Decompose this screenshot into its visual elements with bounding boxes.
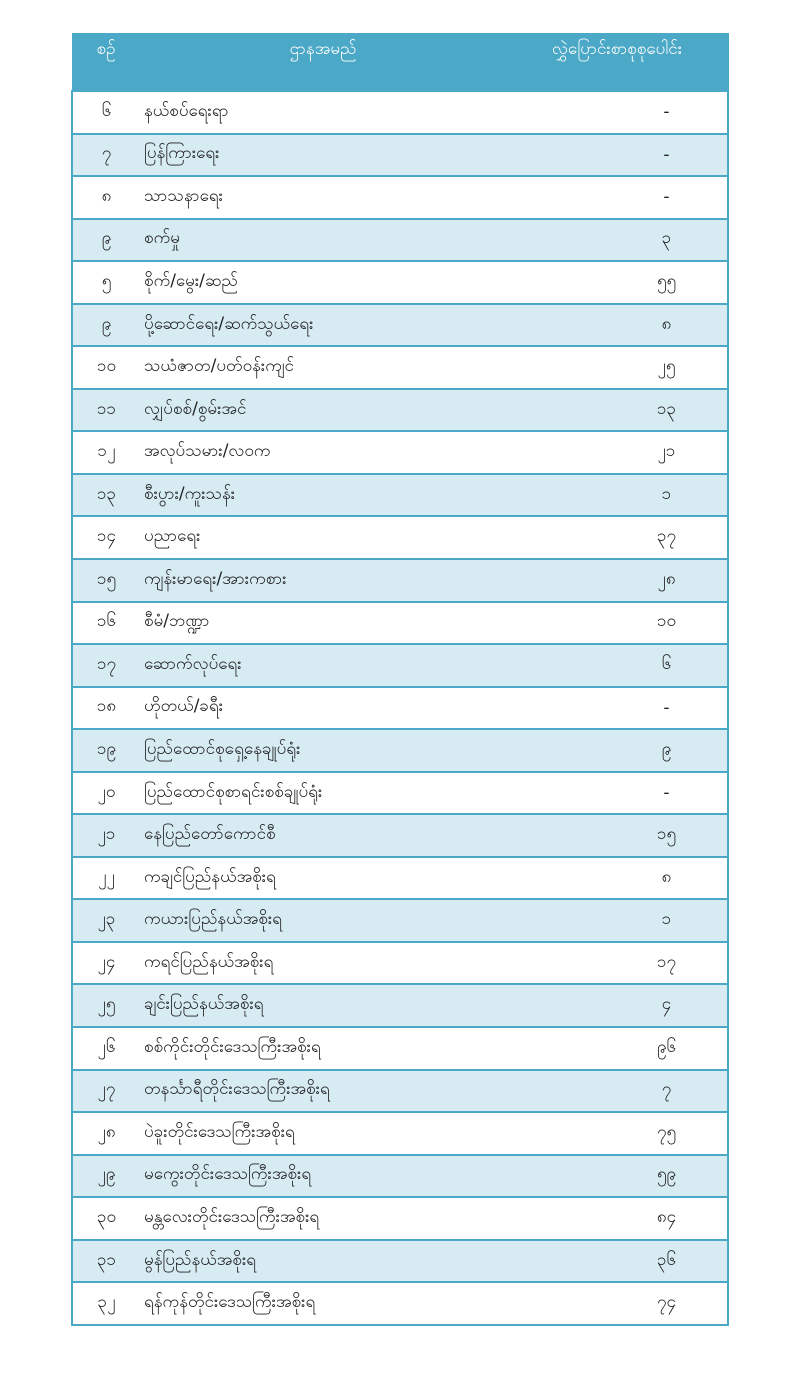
row-letter-count: - bbox=[506, 176, 728, 219]
row-department-name: နေပြည်တော်ကောင်စီ bbox=[140, 814, 506, 857]
row-letter-count: ၇ bbox=[506, 1070, 728, 1113]
table-row bbox=[72, 814, 728, 857]
table-row bbox=[72, 474, 728, 517]
row-serial-number: ၁၈ bbox=[72, 687, 140, 730]
row-department-name: စစ်ကိုင်းတိုင်းဒေသကြီးအစိုးရ bbox=[140, 1027, 506, 1070]
row-letter-count: ၉ bbox=[506, 729, 728, 772]
table-row bbox=[72, 219, 728, 262]
row-department-name: စီမံ/ဘဏ္ဍာ bbox=[140, 602, 506, 645]
row-serial-number: ၁၀ bbox=[72, 346, 140, 389]
table-row bbox=[72, 729, 728, 772]
row-department-name: ကရင်ပြည်နယ်အစိုးရ bbox=[140, 942, 506, 985]
table-row bbox=[72, 346, 728, 389]
row-department-name: လျှပ်စစ်/စွမ်းအင် bbox=[140, 389, 506, 432]
row-letter-count: ၉၆ bbox=[506, 1027, 728, 1070]
table-row bbox=[72, 304, 728, 347]
row-department-name: မကွေးတိုင်းဒေသကြီးအစိုးရ bbox=[140, 1155, 506, 1198]
row-serial-number: ၂၃ bbox=[72, 899, 140, 942]
row-letter-count: ၈၄ bbox=[506, 1197, 728, 1240]
row-serial-number: ၇ bbox=[72, 134, 140, 177]
row-serial-number: ၂၂ bbox=[72, 857, 140, 900]
table-row bbox=[72, 984, 728, 1027]
row-letter-count: ၁၇ bbox=[506, 942, 728, 985]
row-department-name: နယ်စပ်ရေးရာ bbox=[140, 91, 506, 134]
row-serial-number: ၂၇ bbox=[72, 1070, 140, 1113]
row-serial-number: ၂၈ bbox=[72, 1112, 140, 1155]
row-letter-count: - bbox=[506, 772, 728, 815]
row-department-name: ချင်းပြည်နယ်အစိုးရ bbox=[140, 984, 506, 1027]
row-department-name: ပြည်ထောင်စုရှေ့နေချုပ်ရုံး bbox=[140, 729, 506, 772]
row-letter-count: - bbox=[506, 91, 728, 134]
row-department-name: ပြန်ကြားရေး bbox=[140, 134, 506, 177]
department-table-container bbox=[71, 33, 727, 1326]
table-row bbox=[72, 1282, 728, 1325]
row-department-name: ပြည်ထောင်စုစာရင်းစစ်ချုပ်ရုံး bbox=[140, 772, 506, 815]
table-row bbox=[72, 559, 728, 602]
row-letter-count: ၇၅ bbox=[506, 1112, 728, 1155]
table-row bbox=[72, 687, 728, 730]
row-serial-number: ၅ bbox=[72, 261, 140, 304]
table-row bbox=[72, 431, 728, 474]
table-row bbox=[72, 1070, 728, 1113]
row-serial-number: ၂၄ bbox=[72, 942, 140, 985]
row-department-name: ဆောက်လုပ်ရေး bbox=[140, 644, 506, 687]
table-row bbox=[72, 602, 728, 645]
row-letter-count: ၈ bbox=[506, 857, 728, 900]
row-serial-number: ၁၃ bbox=[72, 474, 140, 517]
table-row bbox=[72, 644, 728, 687]
table-row bbox=[72, 942, 728, 985]
row-serial-number: ၈ bbox=[72, 176, 140, 219]
row-letter-count: ၆ bbox=[506, 644, 728, 687]
row-serial-number: ၂၅ bbox=[72, 984, 140, 1027]
row-department-name: မန္တလေးတိုင်းဒေသကြီးအစိုးရ bbox=[140, 1197, 506, 1240]
row-serial-number: ၂၀ bbox=[72, 772, 140, 815]
table-row bbox=[72, 899, 728, 942]
row-letter-count: ၃ bbox=[506, 219, 728, 262]
row-letter-count: - bbox=[506, 687, 728, 730]
table-row bbox=[72, 134, 728, 177]
row-department-name: စက်မှု bbox=[140, 219, 506, 262]
row-department-name: ပဲခူးတိုင်းဒေသကြီးအစိုးရ bbox=[140, 1112, 506, 1155]
row-letter-count: ၁ bbox=[506, 899, 728, 942]
row-serial-number: ၁၅ bbox=[72, 559, 140, 602]
row-serial-number: ၁၆ bbox=[72, 602, 140, 645]
row-serial-number: ၉ bbox=[72, 219, 140, 262]
header-department-name: ဌာနအမည် bbox=[140, 34, 506, 92]
row-serial-number: ၁၂ bbox=[72, 431, 140, 474]
table-row bbox=[72, 516, 728, 559]
row-letter-count: ၁၃ bbox=[506, 389, 728, 432]
row-serial-number: ၁၇ bbox=[72, 644, 140, 687]
table-header bbox=[72, 34, 728, 92]
table-row bbox=[72, 1155, 728, 1198]
header-serial-number: စဉ် bbox=[72, 34, 140, 92]
row-letter-count: ၂၈ bbox=[506, 559, 728, 602]
row-letter-count: ၁၅ bbox=[506, 814, 728, 857]
table-row bbox=[72, 261, 728, 304]
table-row bbox=[72, 176, 728, 219]
row-letter-count: ၅၅ bbox=[506, 261, 728, 304]
row-serial-number: ၃၂ bbox=[72, 1282, 140, 1325]
table-row bbox=[72, 1027, 728, 1070]
row-department-name: ကချင်ပြည်နယ်အစိုးရ bbox=[140, 857, 506, 900]
row-serial-number: ၁၉ bbox=[72, 729, 140, 772]
row-letter-count: ၃၇ bbox=[506, 516, 728, 559]
row-department-name: ကျန်းမာရေး/အားကစား bbox=[140, 559, 506, 602]
row-department-name: စီးပွား/ကူးသန်း bbox=[140, 474, 506, 517]
row-department-name: ပညာရေး bbox=[140, 516, 506, 559]
row-department-name: သာသနာရေး bbox=[140, 176, 506, 219]
row-serial-number: ၁၁ bbox=[72, 389, 140, 432]
table-row bbox=[72, 91, 728, 134]
row-letter-count: ၁ bbox=[506, 474, 728, 517]
row-letter-count: ၃၆ bbox=[506, 1240, 728, 1283]
row-department-name: တနင်္သာရီတိုင်းဒေသကြီးအစိုးရ bbox=[140, 1070, 506, 1113]
table-row bbox=[72, 389, 728, 432]
table-row bbox=[72, 772, 728, 815]
table-row bbox=[72, 1240, 728, 1283]
row-letter-count: ၇၄ bbox=[506, 1282, 728, 1325]
header-total-letters: လွှဲပြောင်းစာစုစုပေါင်း bbox=[506, 34, 728, 92]
row-serial-number: ၂၁ bbox=[72, 814, 140, 857]
row-letter-count: ၂၅ bbox=[506, 346, 728, 389]
row-department-name: ရန်ကုန်တိုင်းဒေသကြီးအစိုးရ bbox=[140, 1282, 506, 1325]
table-row bbox=[72, 857, 728, 900]
row-letter-count: ၂၁ bbox=[506, 431, 728, 474]
row-serial-number: ၁၄ bbox=[72, 516, 140, 559]
table-row bbox=[72, 1197, 728, 1240]
row-department-name: ပို့ဆောင်ရေး/ဆက်သွယ်ရေး bbox=[140, 304, 506, 347]
row-serial-number: ၂၆ bbox=[72, 1027, 140, 1070]
row-serial-number: ၂၉ bbox=[72, 1155, 140, 1198]
row-department-name: ဟိုတယ်/ခရီး bbox=[140, 687, 506, 730]
row-letter-count: ၅၉ bbox=[506, 1155, 728, 1198]
row-department-name: စိုက်/မွေး/ဆည် bbox=[140, 261, 506, 304]
row-letter-count: ၈ bbox=[506, 304, 728, 347]
row-serial-number: ၉ bbox=[72, 304, 140, 347]
row-serial-number: ၆ bbox=[72, 91, 140, 134]
row-department-name: သယံဇာတ/ပတ်ဝန်းကျင် bbox=[140, 346, 506, 389]
header-row bbox=[72, 34, 728, 92]
table-body bbox=[72, 91, 728, 1325]
row-letter-count: ၁၀ bbox=[506, 602, 728, 645]
table-row bbox=[72, 1112, 728, 1155]
row-letter-count: ၄ bbox=[506, 984, 728, 1027]
row-serial-number: ၃၁ bbox=[72, 1240, 140, 1283]
row-department-name: မွန်ပြည်နယ်အစိုးရ bbox=[140, 1240, 506, 1283]
row-department-name: အလုပ်သမား/လဝက bbox=[140, 431, 506, 474]
row-serial-number: ၃၀ bbox=[72, 1197, 140, 1240]
department-letter-table bbox=[71, 33, 729, 1326]
row-department-name: ကယားပြည်နယ်အစိုးရ bbox=[140, 899, 506, 942]
row-letter-count: - bbox=[506, 134, 728, 177]
